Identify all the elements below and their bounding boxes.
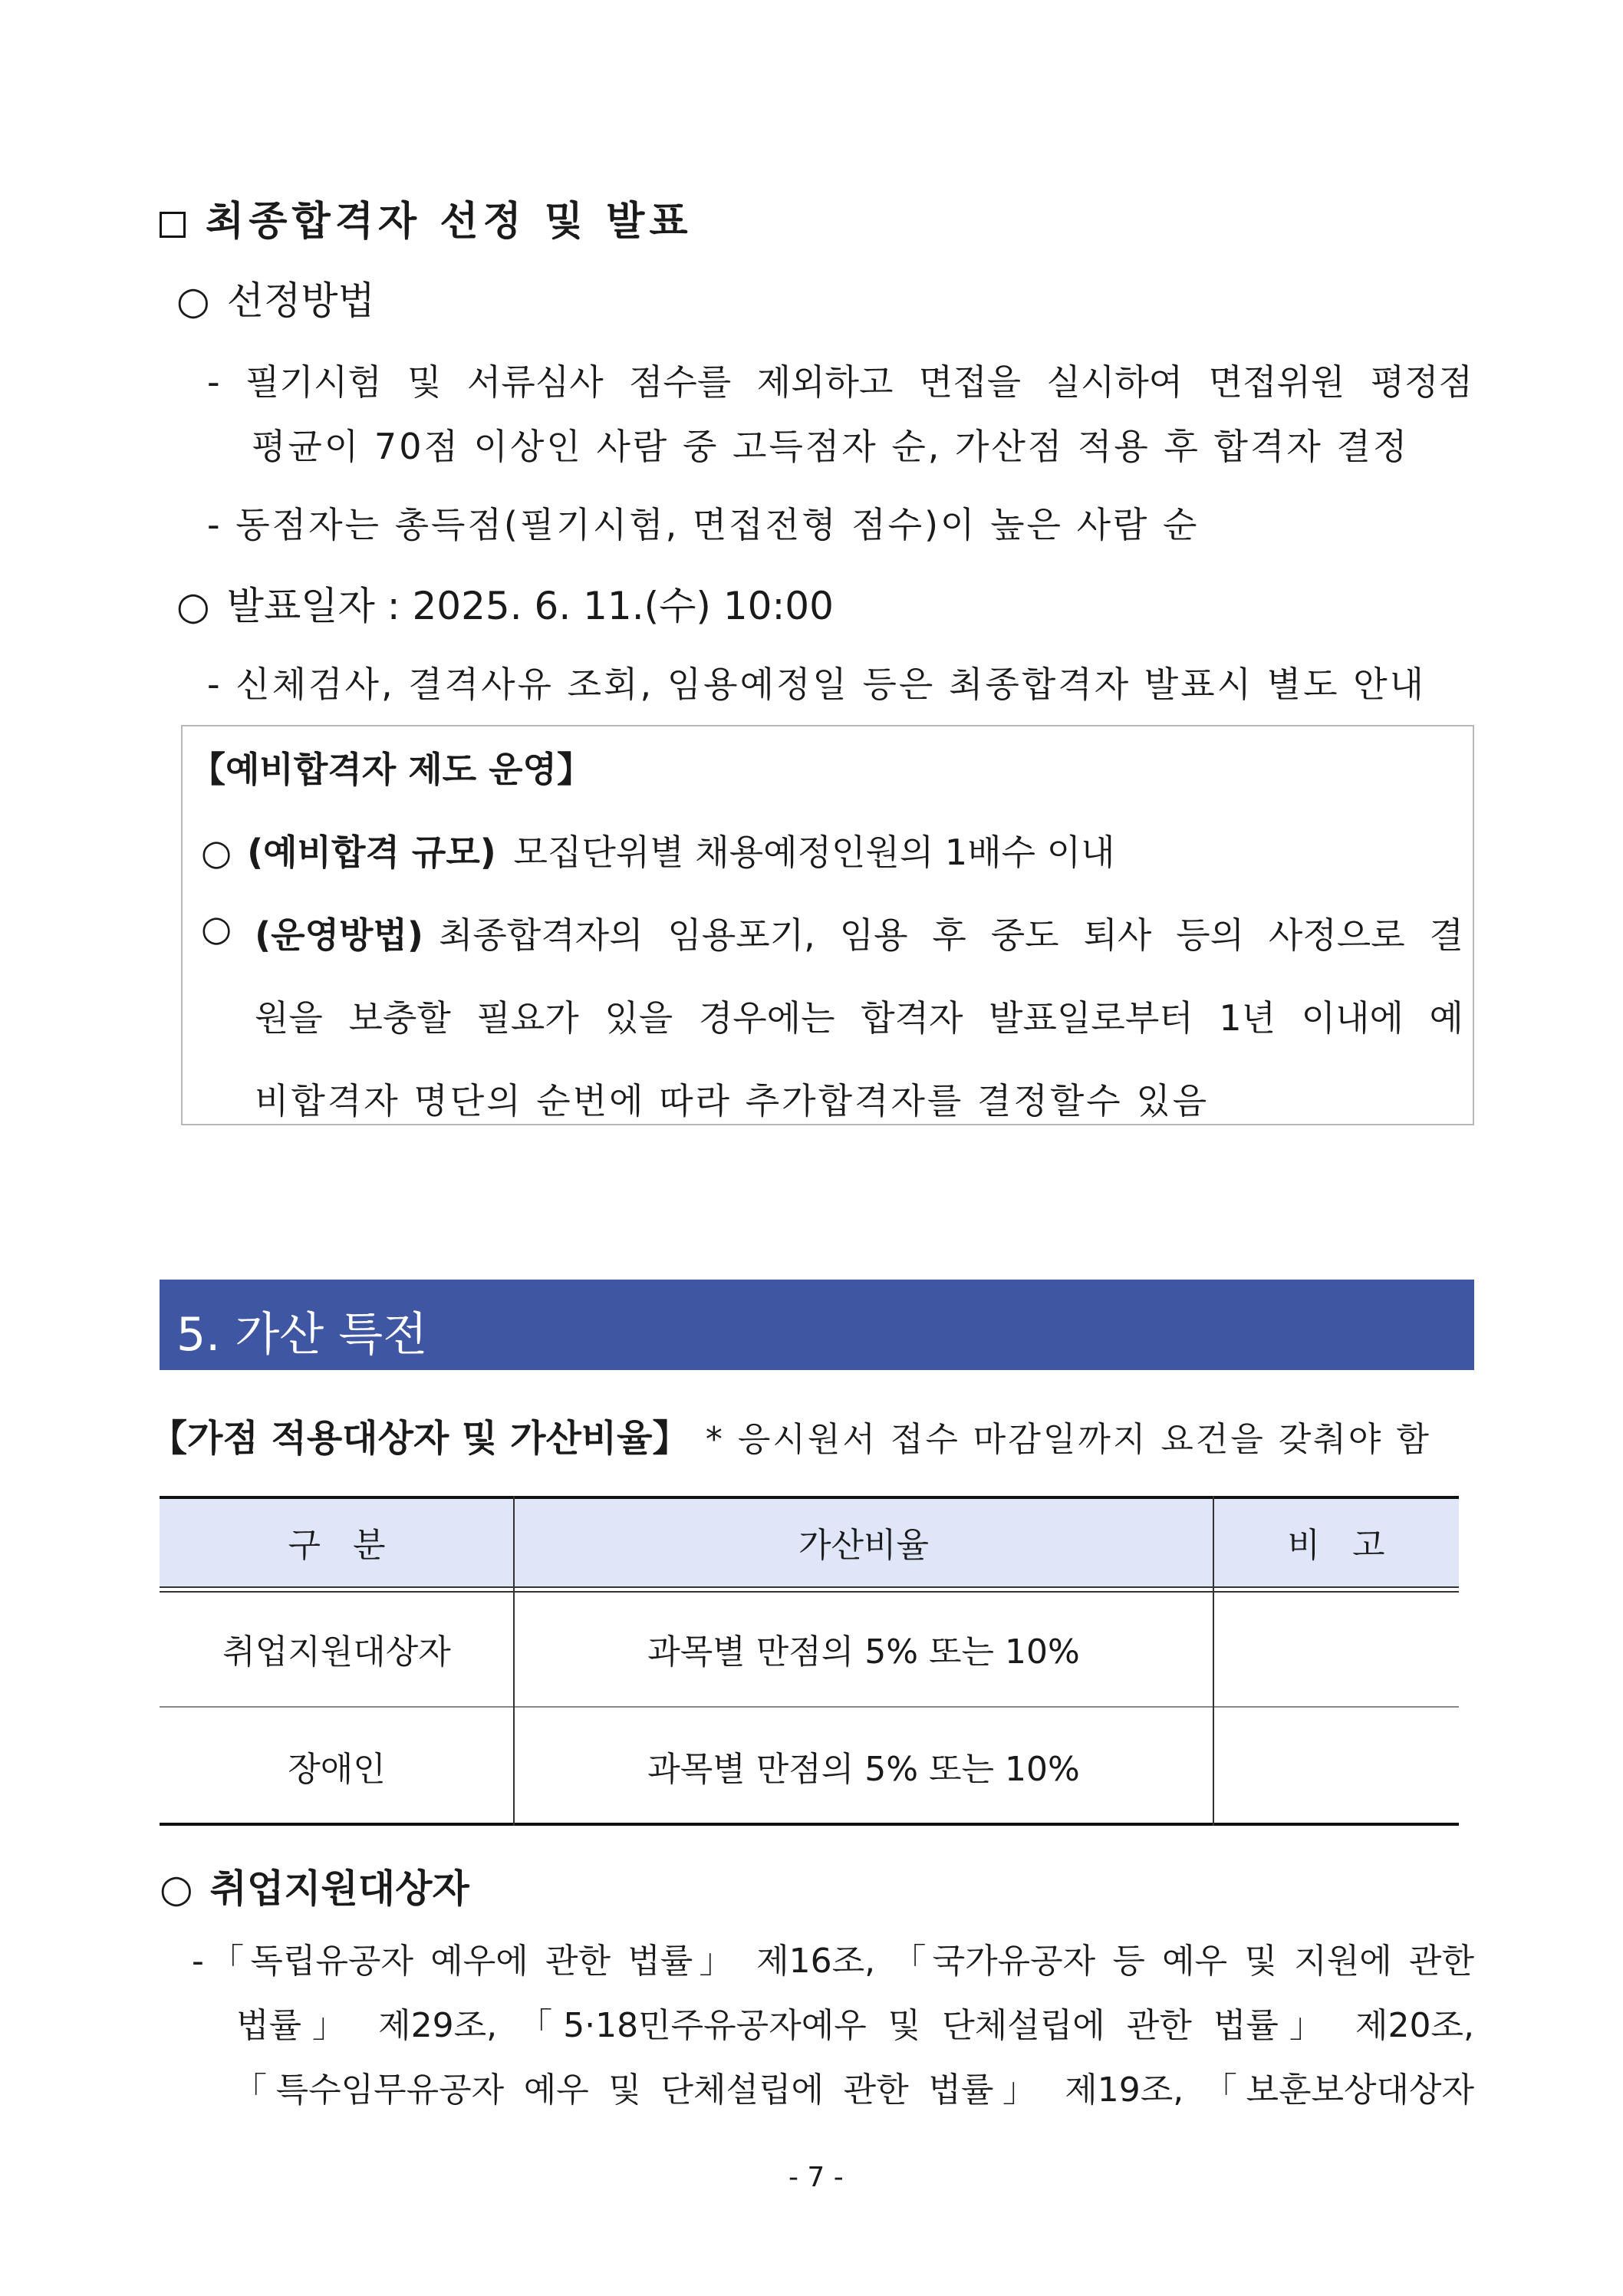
table-cell: 취업지원대상자 [222,1632,451,1672]
employment-support-line2: 법률」 제29조, 「5⋅18민주유공자예우 및 단체설립에 관한 법률」 제20조, [236,2006,1474,2045]
section-5-title: 5. 가산 특전 [176,1308,428,1362]
reserve-box-title: 【예비합격자 제도 운영】 [190,749,592,790]
section-5-header [160,1280,1474,1370]
reserve-item-2-line3: 비합격자 명단의 순번에 따라 추가합격자를 결정할수 있음 [255,1080,1210,1122]
table-header-remark: 비 고 [1287,1526,1385,1565]
table-cell: 과목별 만점의 5% 또는 10% [647,1750,1080,1789]
bonus-title-line [150,1408,1431,1461]
table-cell: 과목별 만점의 5% 또는 10% [647,1632,1080,1672]
bonus-title: 【가점 적용대상자 및 가산비율】 [150,1417,690,1460]
table-cell: 장애인 [288,1750,386,1789]
page-number: - 7 - [788,2162,844,2193]
circle-bullet-icon: ○ [176,584,210,628]
section-heading [160,189,693,246]
table-row [160,1708,1459,1824]
table-column-divider [513,1496,515,1826]
reserve-item-1: ○ (예비합격 규모) 모집단위별 채용예정인원의 1배수 이내 [201,832,1115,873]
reserve-item-2-line2: 원을 보충할 필요가 있을 경우에는 합격자 발표일로부터 1년 이내에 예 [255,997,1463,1039]
reserve-item-2-line1: ○ (운영방법) 최종합격자의 임용포기, 임용 후 중도 퇴사 등의 사정으로 결 [201,908,1463,958]
selection-item-1: - 필기시험 및 서류심사 점수를 제외하고 면접을 실시하여 면접위원 평정점 [207,361,1473,403]
employment-support-line3: 「특수임무유공자 예우 및 단체설립에 관한 법률」 제19조, 「보훈보상대상자 [233,2070,1474,2110]
bonus-note: * 응시원서 접수 마감일까지 요건을 갖춰야 함 [705,1420,1431,1459]
table-cell [1213,1708,1459,1824]
announcement-date: ○ 발표일자 : 2025. 6. 11.(수) 10:00 [176,584,834,628]
employment-support-heading: ○ 취업지원대상자 [160,1866,469,1911]
checkbox-square-icon [160,212,186,238]
reserve-system-box [181,725,1474,1125]
table-header-divider [160,1591,1459,1593]
circle-bullet-icon: ○ [201,832,232,873]
table-top-border [160,1496,1459,1499]
selection-item-2: - 동점자는 총득점(필기시험, 면접전형 점수)이 높은 사람 순 [207,504,1200,545]
section-heading-title: 최종합격자 선정 및 발표 [206,199,693,245]
announcement-note: - 신체검사, 결격사유 조회, 임용예정일 등은 최종합격자 발표시 별도 안내 [207,664,1427,705]
selection-method-heading: ○ 선정방법 [176,278,375,323]
table-cell [1213,1591,1459,1706]
circle-bullet-icon: ○ [176,278,210,323]
bonus-table [160,1496,1459,1826]
table-header-row [160,1496,1459,1588]
circle-bullet-icon: ○ [201,908,232,949]
table-column-divider [1213,1496,1214,1826]
circle-bullet-icon: ○ [160,1866,193,1911]
table-header-divider [160,1586,1459,1588]
employment-support-line1: -「독립유공자 예우에 관한 법률」 제16조, 「국가유공자 등 예우 및 지원에 관한 [192,1942,1474,1981]
table-row [160,1591,1459,1706]
table-header-rate: 가산비율 [798,1526,929,1565]
table-row-divider [160,1706,1459,1708]
selection-item-1-cont: 평균이 70점 이상인 사람 중 고득점자 순, 가산점 적용 후 합격자 결정 [252,426,1410,467]
table-bottom-border [160,1823,1459,1826]
table-header-category: 구 분 [288,1526,386,1565]
